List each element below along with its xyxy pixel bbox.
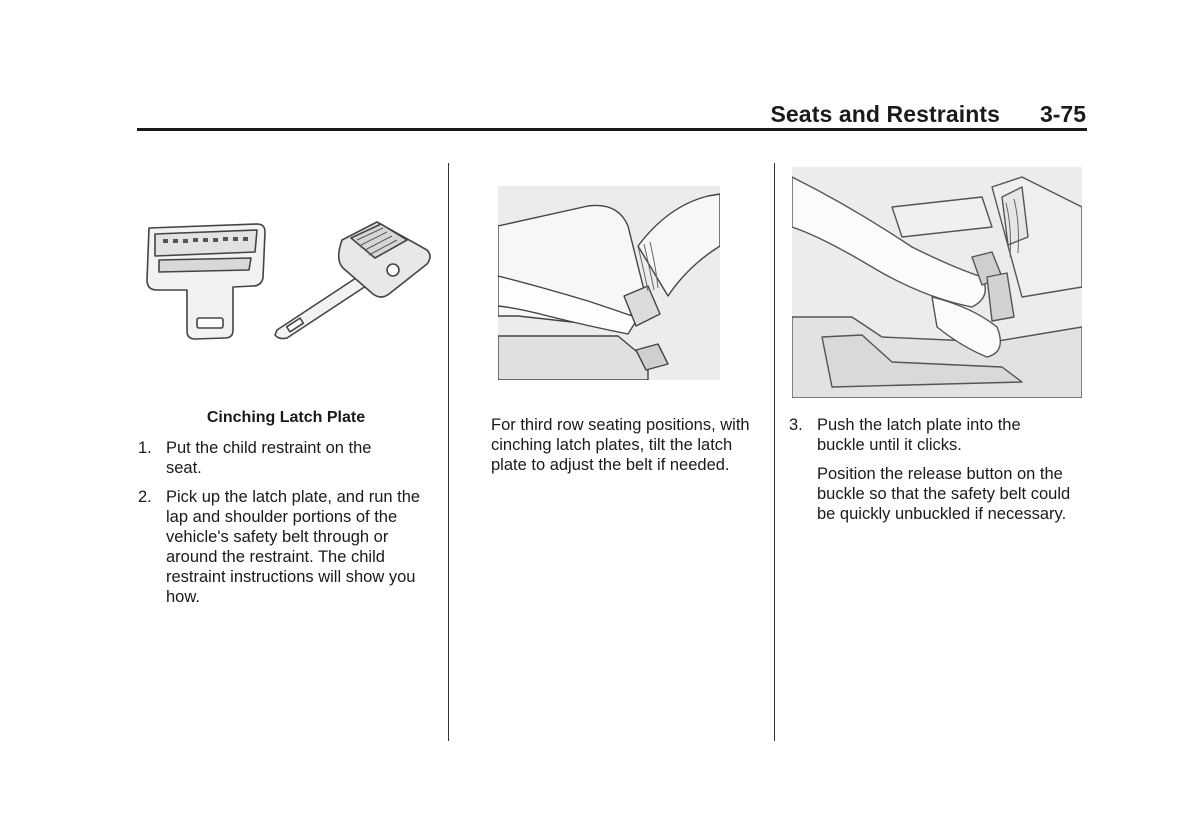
step-item: [138, 438, 438, 478]
latch-plate-illustration: [137, 210, 437, 350]
figure-caption: Cinching Latch Plate: [206, 409, 366, 426]
column-divider-2: [774, 163, 775, 741]
step-text: Push the latch plate into the buckle until it clicks.: [817, 416, 1021, 454]
step-number: 3.: [789, 416, 803, 434]
step-number: 1.: [138, 439, 152, 457]
step-number: 2.: [138, 488, 152, 506]
step-text: Pick up the latch plate, and run the lap and shoulder portions of the vehicle's safety belt through or around the restraint. The child restraint instructions will show you how.: [166, 488, 421, 606]
header-rule: [137, 128, 1087, 131]
page-number: 3-75: [1039, 101, 1086, 127]
step-text: Put the child restraint on the seat.: [166, 439, 372, 477]
step-item: [138, 487, 438, 612]
latch-plate-tilt-illustration: [498, 186, 720, 380]
step-item: [789, 415, 1089, 457]
buckle-insertion-illustration: [792, 167, 1082, 398]
section-title: Seats and Restraints: [770, 101, 1000, 127]
column-divider-1: [448, 163, 449, 741]
instruction-paragraph: Position the release button on the buckle so that the safety belt could be quickly unbuckled if necessary.: [817, 465, 1071, 523]
instruction-paragraph: For third row seating positions, with cinching latch plates, tilt the latch plate to adjust the belt if needed.: [491, 416, 750, 474]
